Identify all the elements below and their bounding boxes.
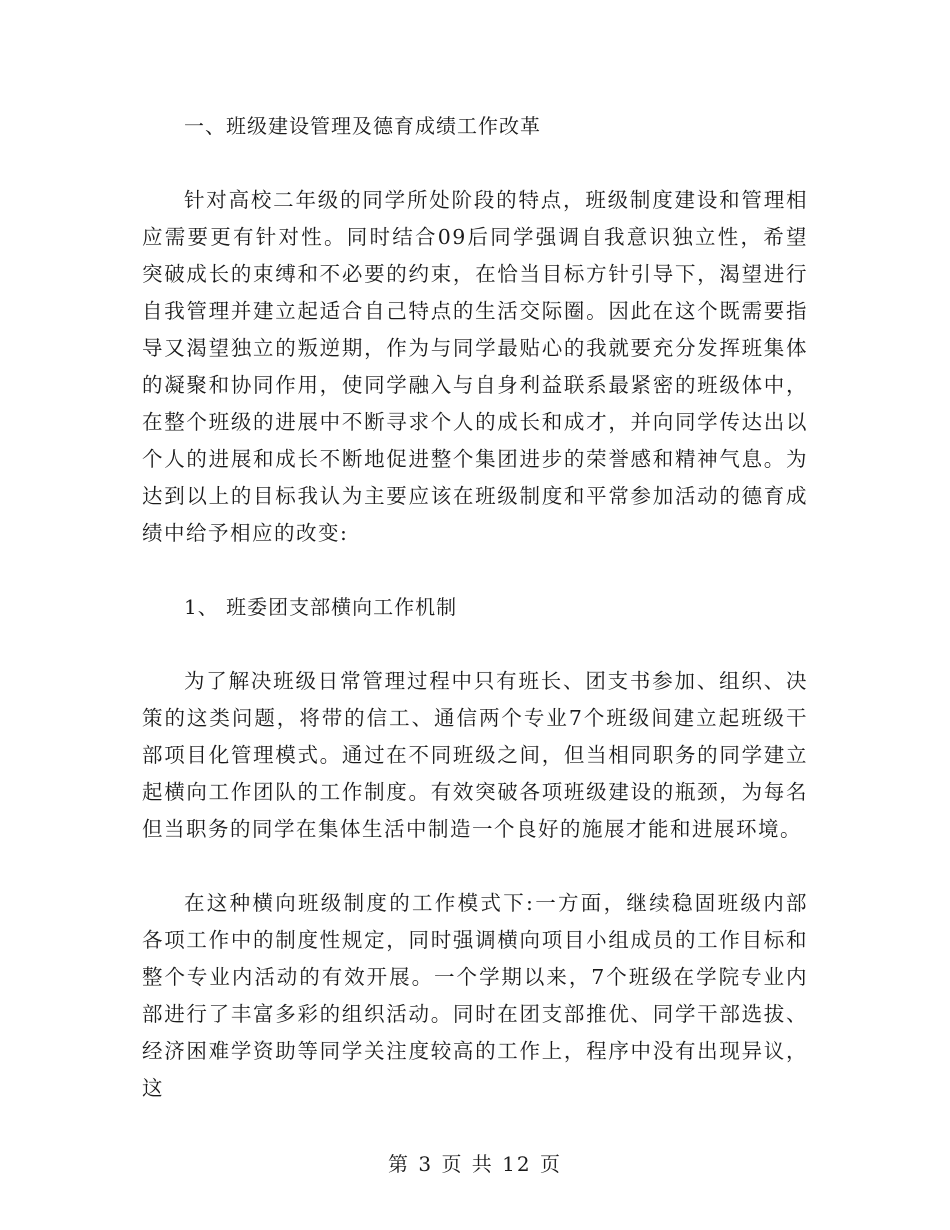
document-body	[142, 108, 808, 1144]
paragraph-intro: 针对高校二年级的同学所处阶段的特点，班级制度建设和管理相应需要更有针对性。同时结合09后同学强调自我意识独立性，希望突破成长的束缚和不必要的约束，在恰当目标方针引导下，渴望进行自我管理并建立起适合自己特点的生活交际圈。因此在这个既需要指导又渴望独立的叛逆期，作为与同学最贴心的我就要充分发挥班集体的凝聚和协同作用，使同学融入与自身利益联系最紧密的班级体中，在整个班级的进展中不断寻求个人的成长和成才，并向同学传达出以个人的进展和成长不断地促进整个集团进步的荣誉感和精神气息。为达到以上的目标我认为主要应该在班级制度和平常参加活动的德育成绩中给予相应的改变:	[142, 188, 808, 545]
subsection-heading: 1、 班委团支部横向工作机制	[184, 595, 458, 619]
section-heading: 一、班级建设管理及德育成绩工作改革	[184, 114, 541, 138]
page-footer: 第 3 页 共 12 页	[388, 1152, 562, 1176]
paragraph-mode: 在这种横向班级制度的工作模式下:一方面，继续稳固班级内部各项工作中的制度性规定，同时强调横向项目小组成员的工作目标和整个专业内活动的有效开展。一个学期以来，7个班级在学院专业内部进行了丰富多彩的组织活动。同时在团支部推优、同学干部选拔、经济困难学资助等同学关注度较高的工作上，程序中没有出现异议，这	[142, 891, 808, 1100]
paragraph-mechanism: 为了解决班级日常管理过程中只有班长、团支书参加、组织、决策的这类问题，将带的信工、通信两个专业7个班级间建立起班级干部项目化管理模式。通过在不同班级之间，但当相同职务的同学建立起横向工作团队的工作制度。有效突破各项班级建设的瓶颈，为每名但当职务的同学在集体生活中制造一个良好的施展才能和进展环境。	[142, 669, 808, 841]
